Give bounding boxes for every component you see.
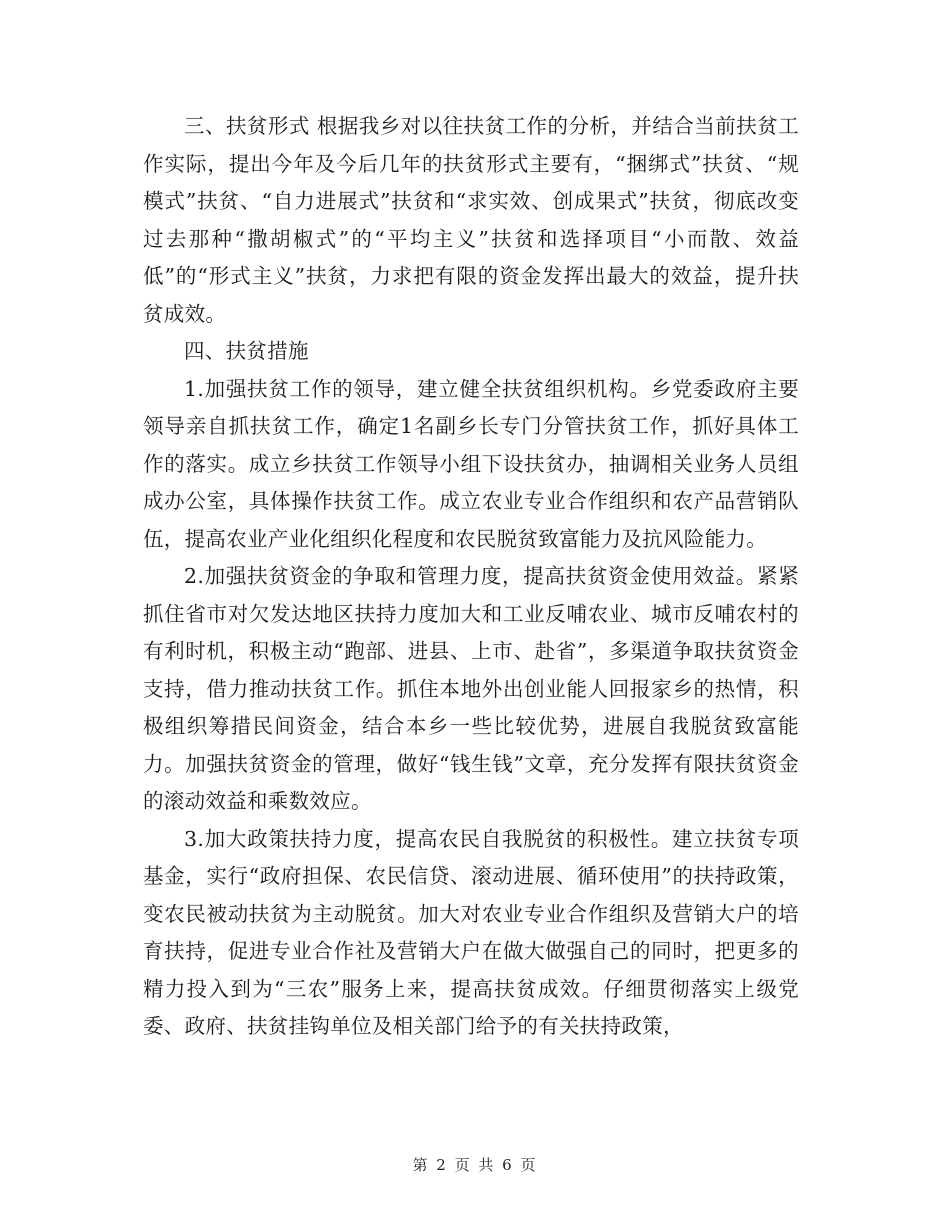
paragraph-measure-2: 2.加强扶贫资金的争取和管理力度，提高扶贫资金使用效益。紧紧抓住省市对欠发达地区扶持力度加大和工业反哺农业、城市反哺农村的有利时机，积极主动“跑部、进县、上市、赴省”，多渠道争取扶贫资金支持，借力推动扶贫工作。抓住本地外出创业能人回报家乡的热情，积极组织筹措民间资金，结合本乡一些比较优势，进展自我脱贫致富能力。加强扶贫资金的管理，做好“钱生钱”文章，充分发挥有限扶贫资金的滚动效益和乘数效应。 — [143, 564, 799, 813]
paragraph-poverty-forms: 三、扶贫形式 根据我乡对以往扶贫工作的分析，并结合当前扶贫工作实际，提出今年及今后几年的扶贫形式主要有，“捆绑式”扶贫、“规模式”扶贫、“自力进展式”扶贫和“求实效、创成果式”扶贫，彻底改变过去那种“撒胡椒式”的“平均主义”扶贫和选择项目“小而散、效益低”的“形式主义”扶贫，力求把有限的资金发挥出最大的效益，提升扶贫成效。 — [143, 114, 799, 326]
paragraph-measure-3: 3.加大政策扶持力度，提高农民自我脱贫的积极性。建立扶贫专项基金，实行“政府担保、农民信贷、滚动进展、循环使用”的扶持政策，变农民被动扶贫为主动脱贫。加大对农业专业合作组织及营销大户的培育扶持，促进专业合作社及营销大户在做大做强自己的同时，把更多的精力投入到为“三农”服务上来，提高扶贫成效。仔细贯彻落实上级党委、政府、扶贫挂钩单位及相关部门给予的有关扶持政策， — [143, 826, 799, 1038]
document-body — [143, 108, 799, 1046]
paragraph-measure-1: 1.加强扶贫工作的领导，建立健全扶贫组织机构。乡党委政府主要领导亲自抓扶贫工作，确定1名副乡长专门分管扶贫工作，抓好具体工作的落实。成立乡扶贫工作领导小组下设扶贫办，抽调相关业务人员组成办公室，具体操作扶贫工作。成立农业专业合作组织和农产品营销队伍，提高农业产业化组织化程度和农民脱贫致富能力及抗风险能力。 — [143, 376, 799, 551]
section-heading-measures: 四、扶贫措施 — [184, 339, 309, 363]
page-number-footer: 第 2 页 共 6 页 — [412, 1156, 538, 1174]
